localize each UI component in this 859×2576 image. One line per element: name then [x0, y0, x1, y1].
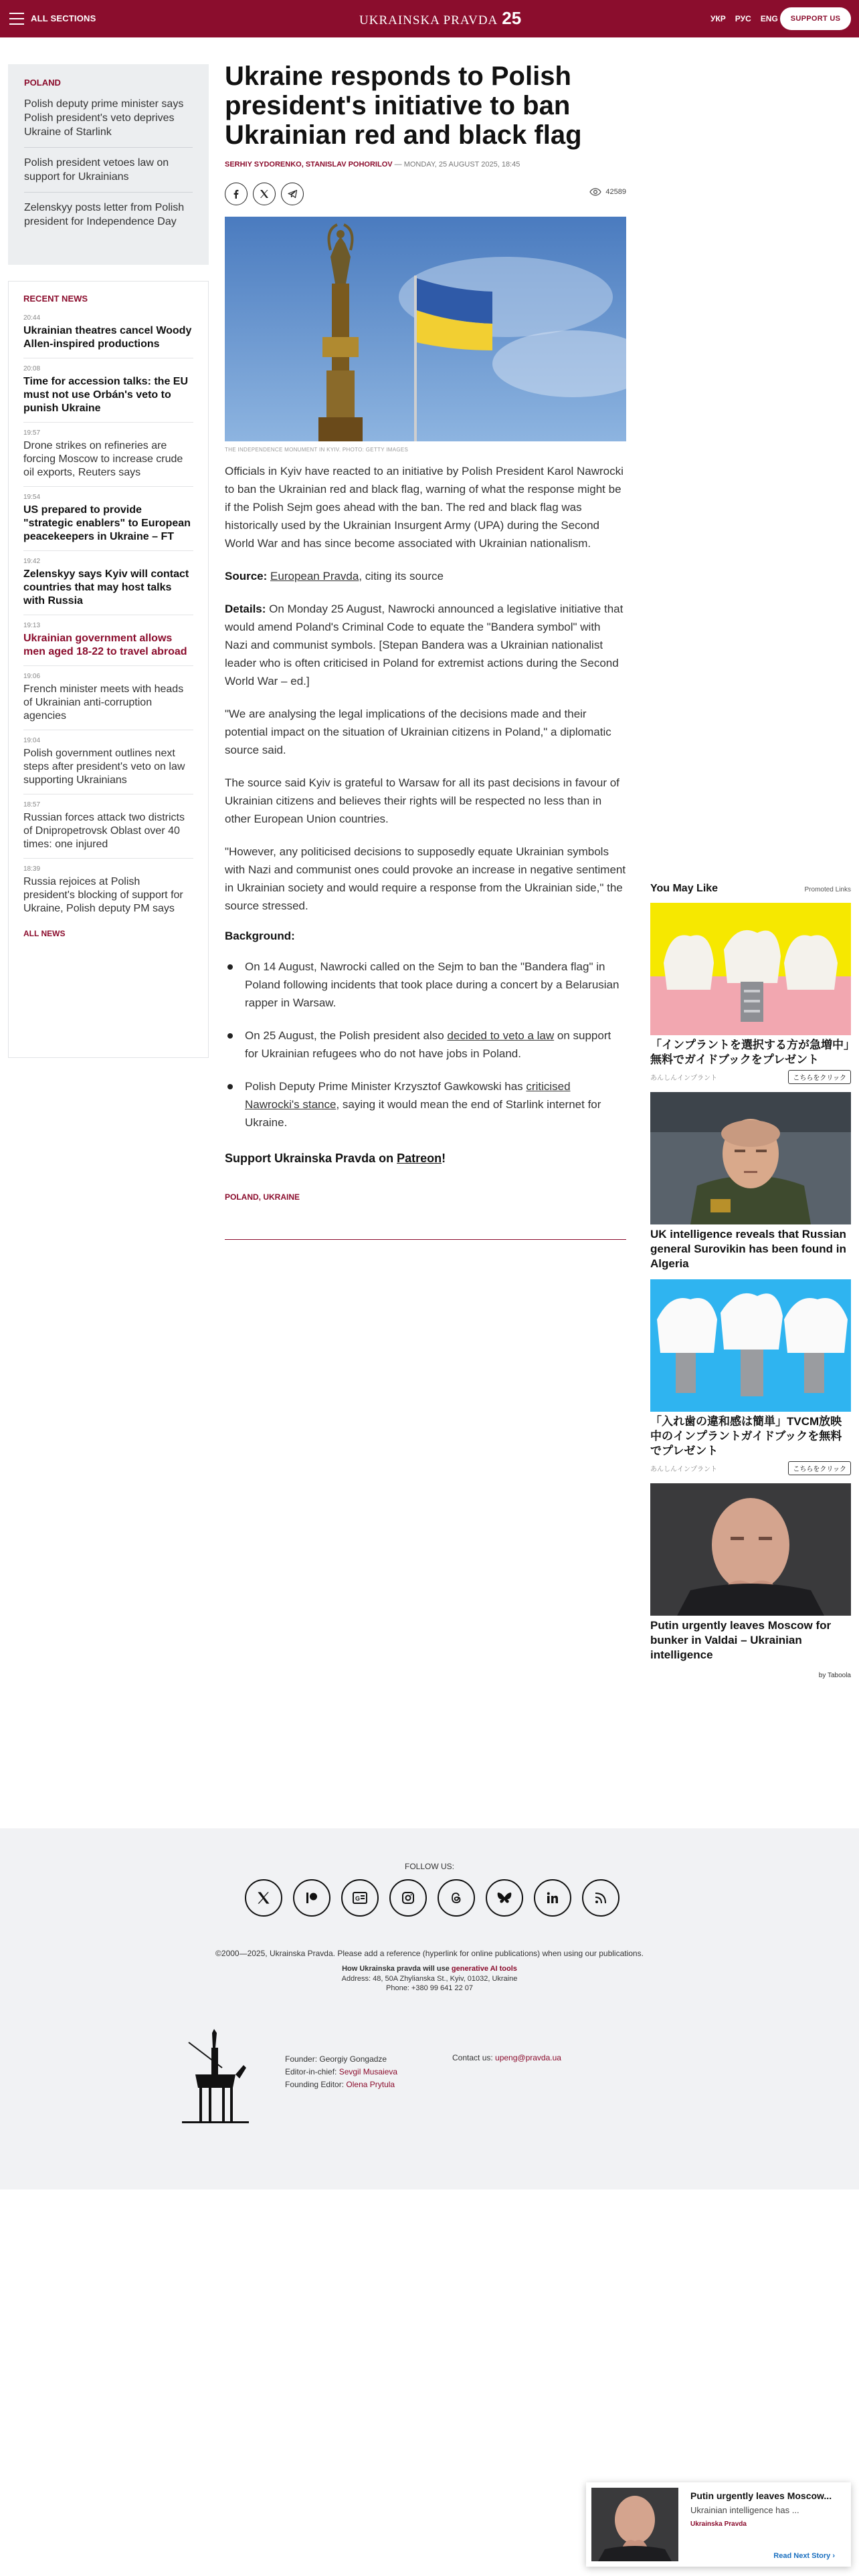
site-logo[interactable] — [359, 8, 521, 29]
instagram-icon[interactable] — [389, 1879, 427, 1917]
logo-number: 25 — [502, 8, 522, 28]
news-time: 19:57 — [23, 429, 41, 437]
recent-news-panel — [8, 281, 209, 1058]
news-headline[interactable]: Russian forces attack two districts of Dnipropetrovsk Oblast over 40 times: one injured — [23, 812, 185, 850]
language-switcher — [710, 14, 778, 23]
view-count: 42589 — [605, 188, 626, 196]
founder-block — [285, 2053, 397, 2091]
contact-block — [452, 2053, 561, 2062]
news-headline[interactable]: Russia rejoices at Polish president's blocking of support for Ukraine, Polish deputy PM says — [23, 876, 183, 914]
bullet-text: Polish Deputy Prime Minister Krzysztof Gawkowski has — [245, 1080, 527, 1093]
ad-title[interactable]: 「インプラントを選択する方が急増中」無料でガイドブックをプレゼント — [650, 1039, 850, 1066]
founding-editor-link[interactable]: Olena Prytula — [346, 2080, 395, 2089]
phone: Phone: +380 99 641 22 07 — [386, 1984, 473, 1992]
rss-icon[interactable] — [582, 1879, 619, 1917]
patreon-icon[interactable] — [293, 1879, 330, 1917]
read-next-card[interactable] — [586, 2482, 851, 2567]
editor-label: Editor-in-chief: — [285, 2067, 339, 2076]
read-next-source: Ukrainska Pravda — [690, 2520, 747, 2528]
founder: Founder: Georgiy Gongadze — [285, 2054, 387, 2064]
news-item[interactable] — [23, 558, 193, 615]
footer — [0, 1828, 859, 2189]
ad-source: あんしんインプラント — [650, 1075, 717, 1082]
address-block — [0, 1974, 859, 1993]
background-heading: Background: — [225, 930, 295, 942]
founding-label: Founding Editor: — [285, 2080, 347, 2089]
article-details — [225, 600, 626, 690]
news-time: 19:06 — [23, 673, 41, 680]
x-share-icon[interactable] — [253, 183, 276, 205]
article-hero-image — [225, 217, 626, 441]
ad-image-implant — [650, 903, 851, 1035]
all-sections-link[interactable]: ALL SECTIONS — [31, 13, 96, 23]
background-list — [225, 958, 626, 1132]
veto-law-link[interactable]: decided to veto a law — [447, 1029, 555, 1042]
news-headline[interactable]: Zelenskyy says Kyiv will contact countries that may host talks with Russia — [23, 568, 189, 607]
news-headline[interactable]: French minister meets with heads of Ukrainian anti-corruption agencies — [23, 683, 184, 722]
taboola-label[interactable]: by Taboola — [818, 1672, 851, 1679]
ad-source: あんしんインプラント — [650, 1466, 717, 1473]
image-caption: THE INDEPENDENCE MONUMENT IN KYIV. PHOTO: GETTY IMAGES — [225, 447, 409, 453]
read-next-subtitle: Ukrainian intelligence has ... — [690, 2505, 799, 2515]
article-divider — [225, 1239, 626, 1240]
news-headline[interactable]: US prepared to provide "strategic enablers" to European peacekeepers in Ukraine – FT — [23, 504, 191, 542]
article-authors[interactable]: SERHIY SYDORENKO, STANISLAV POHORILOV — [225, 160, 393, 169]
byline — [225, 160, 626, 169]
facebook-share-icon[interactable] — [225, 183, 248, 205]
social-links — [245, 1879, 619, 1917]
news-time: 18:39 — [23, 865, 41, 873]
news-headline[interactable]: Ukrainian theatres cancel Woody Allen-inspired productions — [23, 325, 192, 350]
ad-title[interactable]: Putin urgently leaves Moscow for bunker in Valdai – Ukrainian intelligence — [650, 1619, 832, 1661]
ad-image-putin — [650, 1483, 851, 1616]
news-item[interactable] — [23, 494, 193, 551]
news-item[interactable] — [23, 865, 193, 922]
news-time: 19:42 — [23, 558, 41, 565]
google-news-icon[interactable] — [341, 1879, 379, 1917]
news-time: 19:13 — [23, 622, 41, 629]
support-text: Support Ukrainska Pravda on — [225, 1152, 397, 1165]
news-item[interactable] — [23, 737, 193, 794]
news-item[interactable] — [23, 314, 193, 358]
you-may-like-panel — [650, 883, 851, 1679]
follow-us-label: FOLLOW US: — [404, 1862, 454, 1871]
ad-card[interactable] — [650, 1483, 851, 1662]
ad-title[interactable]: 「入れ歯の違和感は簡単」TVCM放映中のインプラントガイドブックを無料でプレゼント — [650, 1415, 842, 1457]
eye-icon — [589, 188, 601, 196]
source-rest: , citing its source — [359, 570, 444, 582]
source-link[interactable]: European Pravda — [270, 570, 359, 582]
copyright: ©2000—2025, Ukrainska Pravda. Please add a reference (hyperlink for online publications) when using our publications. — [215, 1949, 644, 1958]
ad-title[interactable]: UK intelligence reveals that Russian general Surovikin has been found in Algeria — [650, 1228, 846, 1270]
support-patreon-line — [225, 1152, 626, 1166]
bullet-text: , saying it would mean the end of Starlink internet for Ukraine. — [245, 1098, 601, 1129]
news-item[interactable] — [23, 801, 193, 859]
article-date: — MONDAY, 25 AUGUST 2025, 18:45 — [392, 160, 520, 169]
ai-tools-line — [0, 1965, 859, 1973]
view-counter — [589, 188, 626, 196]
svg-text:G: G — [355, 1895, 361, 1902]
x-icon[interactable] — [245, 1879, 282, 1917]
you-may-like-heading: You May Like — [650, 883, 719, 894]
news-time: 19:54 — [23, 494, 41, 501]
news-item[interactable] — [23, 365, 193, 423]
background-item — [225, 1077, 626, 1132]
linkedin-icon[interactable] — [534, 1879, 571, 1917]
ad-image-teeth — [650, 1279, 851, 1412]
contact-email-link[interactable]: upeng@pravda.ua — [495, 2053, 561, 2062]
criticised-stance-link[interactable]: criticised Nawrocki's stance — [245, 1080, 571, 1111]
article-paragraph: "We are analysing the legal implications of the decisions made and their potential impact on the situation of Ukrainian citizens in Poland," a diplomatic source said. — [225, 708, 611, 756]
bluesky-icon[interactable] — [486, 1879, 523, 1917]
topic-link[interactable]: Zelenskyy posts letter from Polish president for Independence Day — [24, 202, 185, 227]
ai-text: How Ukrainska pravda will use — [342, 1965, 452, 1973]
contact-label: Contact us: — [452, 2053, 496, 2062]
read-next-title[interactable]: Putin urgently leaves Moscow... — [690, 2490, 832, 2501]
topic-tag[interactable]: POLAND — [24, 78, 61, 88]
news-time: 18:57 — [23, 801, 41, 809]
article-source — [225, 567, 626, 585]
details-label: Details: — [225, 603, 266, 615]
topic-link[interactable]: Polish deputy prime minister says Polish president's veto deprives Ukraine of Starlink — [24, 97, 193, 148]
ad-cta-button[interactable]: こちらをクリック — [788, 1070, 851, 1084]
topic-box-poland — [8, 64, 209, 265]
news-headline[interactable]: Drone strikes on refineries are forcing Moscow to increase crude oil exports, Reuters says — [23, 440, 183, 478]
article-tags[interactable]: POLAND, UKRAINE — [225, 1192, 300, 1202]
news-item[interactable] — [23, 429, 193, 487]
bullet-text: On 25 August, the Polish president also — [245, 1029, 448, 1042]
lang-ukr[interactable]: УКР — [710, 14, 726, 23]
article — [225, 62, 626, 1240]
article-paragraph: "However, any politicised decisions to supposedly equate Ukrainian symbols with Nazi and communist ones could provoke an increase in negative sentiment in Ukrainian society and would require a response from the Ukrainian side," the source stressed. — [225, 845, 626, 912]
editor-link[interactable]: Sevgil Musaieva — [339, 2067, 398, 2076]
topic-link[interactable]: Polish president vetoes law on support for Ukrainians — [24, 156, 193, 193]
news-headline[interactable]: Polish government outlines next steps after president's veto on law supporting Ukrainians — [23, 748, 185, 786]
news-headline[interactable]: Ukrainian government allows men aged 18-22 to travel abroad — [23, 633, 187, 657]
background-item — [225, 1027, 626, 1063]
ai-tools-link[interactable]: generative AI tools — [451, 1965, 517, 1973]
lang-eng[interactable]: ENG — [760, 14, 778, 23]
article-paragraph: Officials in Kyiv have reacted to an initiative by Polish President Karol Nawrocki to ban the Ukrainian red and black flag, warning of what the response might be if the Polish Sejm goes ahead with the ban. The red and black flag was historically used by the Ukrainian Insurgent Army (UPA) during the Second World War and has since become associated with Ukrainian nationalism. — [225, 465, 624, 550]
ad-image-general — [650, 1092, 851, 1224]
background-item: On 14 August, Nawrocki called on the Sejm to ban the "Bandera flag" in Poland following incidents that took place during a concert by a Belarusian rapper in Warsaw. — [225, 958, 626, 1012]
support-text: ! — [442, 1152, 446, 1165]
top-navigation-bar — [0, 0, 859, 37]
news-item[interactable] — [23, 622, 193, 666]
news-time: 20:44 — [23, 314, 41, 322]
news-item[interactable] — [23, 673, 193, 730]
telegram-share-icon[interactable] — [281, 183, 304, 205]
patreon-link[interactable]: Patreon — [397, 1152, 442, 1165]
recent-news-heading: RECENT NEWS — [23, 294, 88, 304]
article-title: Ukraine responds to Polish president's initiative to ban Ukrainian red and black flag — [225, 62, 582, 150]
address: Address: 48, 50A Zhylianska St., Kyiv, 01032, Ukraine — [341, 1975, 518, 1983]
details-text: On Monday 25 August, Nawrocki announced a legislative initiative that would amend Poland's Criminal Code to equate the "Bandera symbol" with Nazi and communist symbols. [Stepan Bandera was a Ukrainian nationalist leader who is often criticised in Poland for extremist actions during the Second World War – ed.] — [225, 603, 624, 687]
news-headline[interactable]: Time for accession talks: the EU must not use Orbán's veto to punish Ukraine — [23, 376, 189, 414]
read-next-thumbnail — [591, 2488, 678, 2561]
lang-rus[interactable]: РУС — [735, 14, 751, 23]
share-row — [225, 181, 626, 207]
ad-card[interactable] — [650, 903, 851, 1084]
ad-cta-button[interactable]: こちらをクリック — [788, 1461, 851, 1475]
all-news-link[interactable]: ALL NEWS — [23, 929, 66, 938]
logo-text: UKRAINSKA PRAVDA — [359, 13, 498, 27]
ad-card[interactable] — [650, 1092, 851, 1271]
news-time: 19:04 — [23, 737, 41, 744]
article-paragraph: The source said Kyiv is grateful to Warsaw for all its past decisions in favour of Ukrainian citizens and believes their rights will be respected no less than in other European Union countries. — [225, 776, 619, 825]
ad-card[interactable] — [650, 1279, 851, 1475]
support-us-button[interactable]: SUPPORT US — [780, 7, 851, 30]
threads-icon[interactable] — [438, 1879, 475, 1917]
bullet-text: on support for Ukrainian refugees who do not have jobs in Poland. — [245, 1029, 611, 1060]
promoted-links-label[interactable]: Promoted Links — [804, 886, 851, 893]
menu-icon[interactable] — [9, 13, 24, 25]
news-time: 20:08 — [23, 365, 41, 372]
read-next-link[interactable]: Read Next Story › — [773, 2552, 835, 2560]
source-label: Source: — [225, 570, 268, 582]
don-quixote-logo — [182, 2028, 249, 2128]
